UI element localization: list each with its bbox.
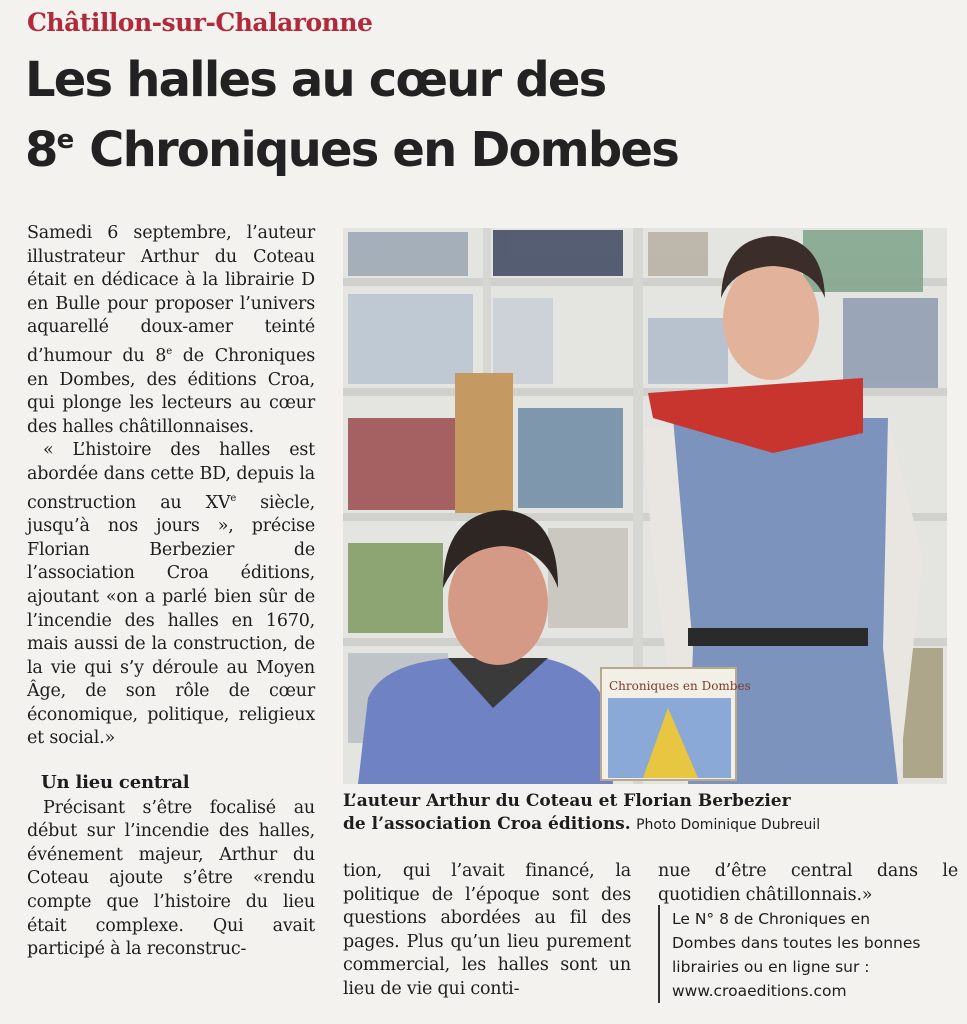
info-url: www.croaeditions.com (672, 982, 847, 1000)
paragraph-4: tion, qui l’avait financé, la politique de l’époque sont des questions abordées au fil des pages. Plus qu’un lieu purement commercial, les halles sont un lieu de vie qui conti- (343, 861, 631, 999)
headline-line-1: Les halles au cœur des (25, 52, 606, 108)
article-photo (343, 228, 947, 784)
photo-credit: Photo Dominique Dubreuil (636, 817, 821, 833)
info-box (672, 907, 962, 1003)
paragraph-3: Précisant s’être focalisé au début sur l’incendie des halles, événement majeur, Arthur du Coteau ajoute s’être «rendu compte que l’histoire du lieu était complexe. Qui avait participé à la reconstruc- (27, 797, 315, 960)
column-1 (27, 222, 315, 962)
paragraph-2: « L’histoire des halles est abordée dans cette BD, depuis la construction au XVe siècle, jusqu’à nos jours », précise Florian Berbezier de l’association Croa éditions, ajoutant «on a parlé bien sûr de l’incendie des halles en 1670, mais aussi de la construction, de la vie qui s’y déroule au Moyen Âge, de son rôle de cœur économique, politique, religieux et social.» (27, 440, 315, 749)
book-cover-title: Chroniques en Dombes (609, 679, 751, 693)
info-line-2: Dombes dans toutes les bonnes (672, 934, 921, 952)
photo-caption (343, 790, 943, 837)
info-line-3: librairies ou en ligne sur : (672, 958, 870, 976)
headline-line-2: 8e Chroniques en Dombes (25, 122, 678, 178)
caption-line-1: L’auteur Arthur du Coteau et Florian Berbezier (343, 791, 791, 811)
paragraph-1: Samedi 6 septembre, l’auteur illustrateur Arthur du Coteau était en dédicace à la librairie D en Bulle pour proposer l’univers aquarellé doux-amer teinté d’humour du 8e de Chroniques en Dombes, des éditions Croa, qui plonge les lecteurs au cœur des halles châtillonnaises. (27, 223, 315, 437)
column-3 (658, 860, 958, 907)
section-kicker: Châtillon-sur-Chalaronne (27, 8, 373, 37)
column-2 (343, 860, 631, 1002)
paragraph-5: nue d’être central dans le quotidien châtillonnais.» (658, 861, 958, 905)
subheading: Un lieu central (41, 772, 190, 794)
headline (25, 50, 955, 180)
info-line-1: Le N° 8 de Chroniques en (672, 910, 871, 928)
photo-illustration (343, 228, 947, 784)
info-box-rule (658, 905, 660, 1003)
caption-line-2: de l’association Croa éditions. Photo Dominique Dubreuil (343, 814, 821, 834)
